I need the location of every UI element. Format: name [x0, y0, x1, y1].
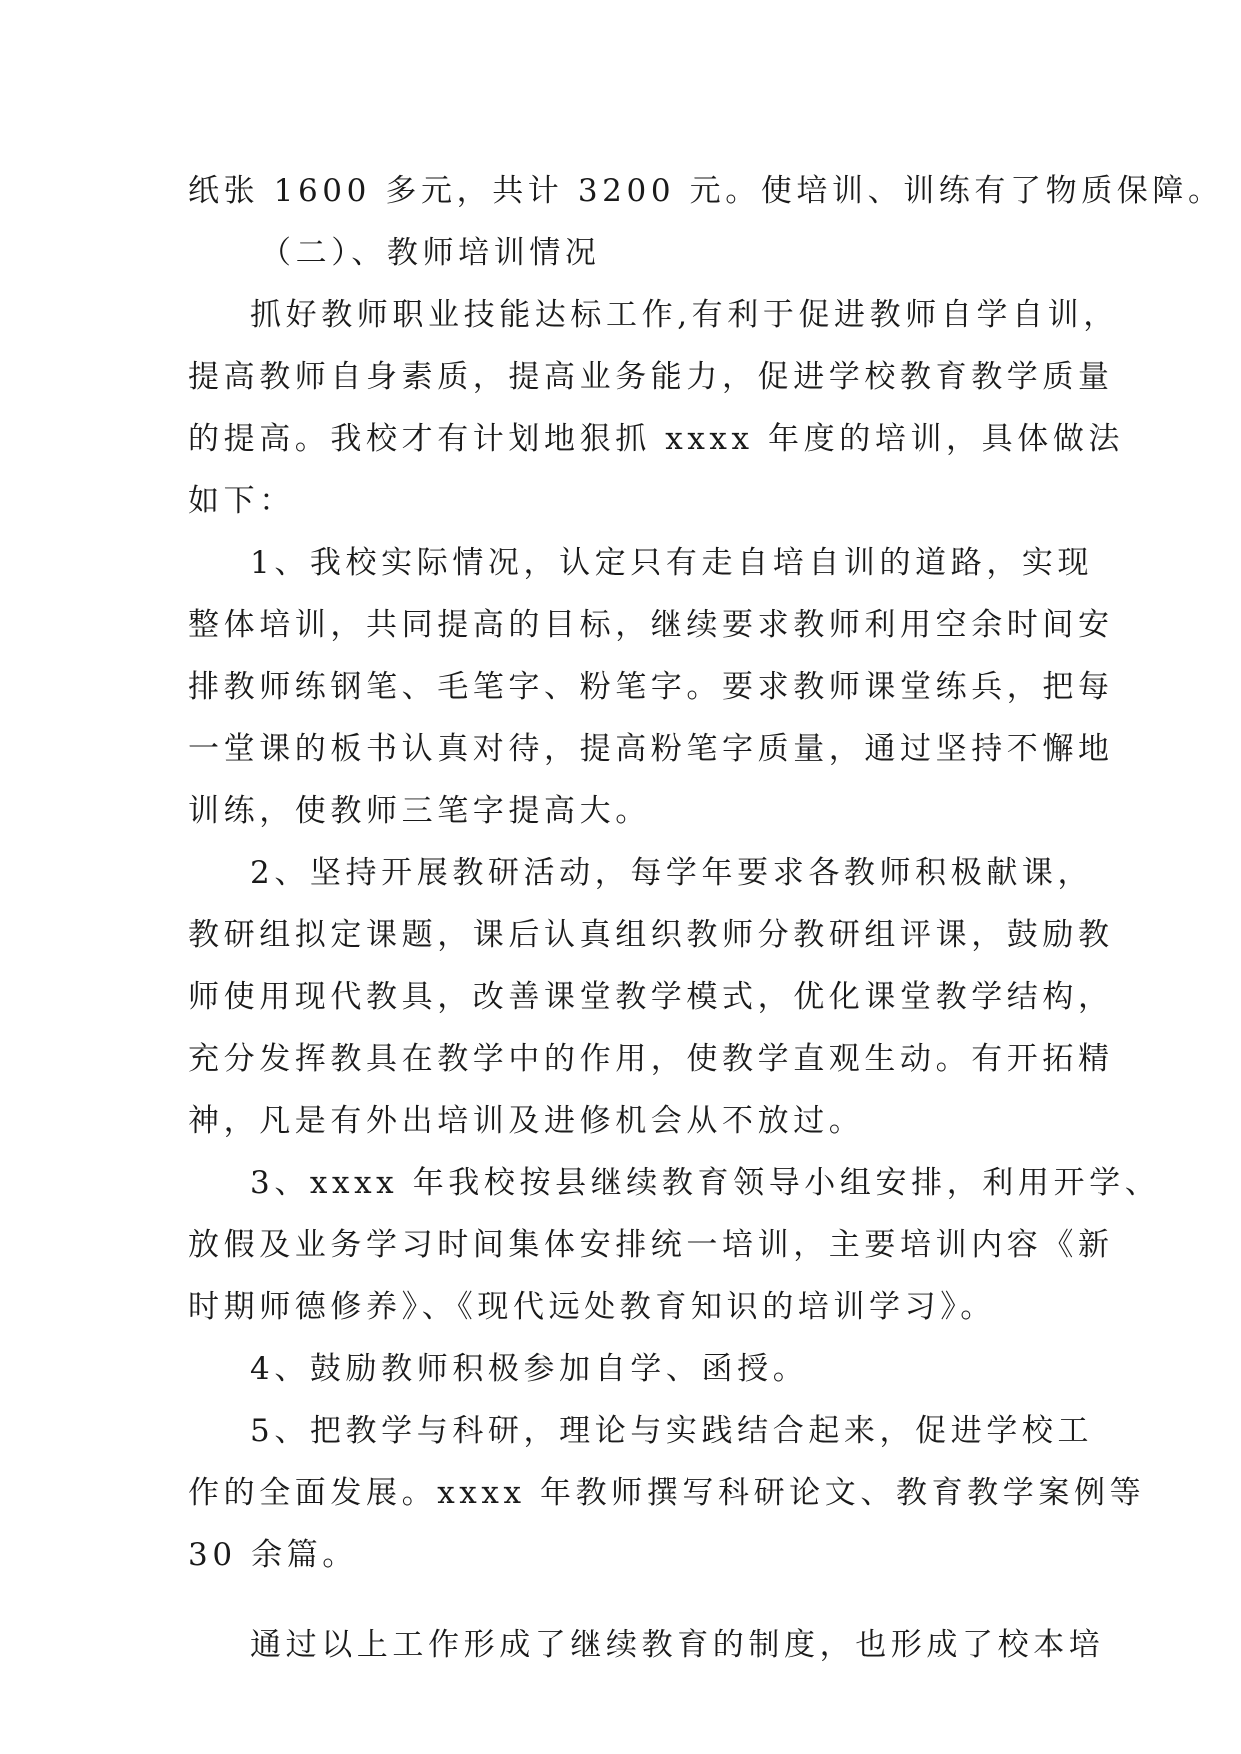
text-line: 通过以上工作形成了继续教育的制度，也形成了校本培 — [250, 1627, 1105, 1663]
text-line: 的提高。我校才有计划地狠抓 xxxx 年度的培训，具体做法 — [188, 421, 1125, 457]
text-line: 放假及业务学习时间集体安排统一培训，主要培训内容《新 — [188, 1227, 1114, 1263]
text-line: 3、xxxx 年我校按县继续教育领导小组安排，利用开学、 — [250, 1165, 1161, 1201]
text-line: 5、把教学与科研，理论与实践结合起来，促进学校工 — [250, 1413, 1094, 1449]
text-line: 抓好教师职业技能达标工作,有利于促进教师自学自训， — [250, 297, 1119, 333]
section-heading: （二）、教师培训情况 — [260, 235, 601, 271]
text-line: 神，凡是有外出培训及进修机会从不放过。 — [188, 1103, 865, 1139]
text-line: 训练，使教师三笔字提高大。 — [188, 793, 651, 829]
text-line: 提高教师自身素质，提高业务能力，促进学校教育教学质量 — [188, 359, 1114, 395]
text-line: 整体培训，共同提高的目标，继续要求教师利用空余时间安 — [188, 607, 1114, 643]
text-line: 纸张 1600 多元，共计 3200 元。使培训、训练有了物质保障。 — [188, 173, 1224, 209]
text-line: 4、鼓励教师积极参加自学、函授。 — [250, 1351, 809, 1387]
text-line: 充分发挥教具在教学中的作用，使教学直观生动。有开拓精 — [188, 1041, 1114, 1077]
document-body — [188, 160, 1224, 1676]
text-line: 师使用现代教具，改善课堂教学模式，优化课堂教学结构， — [188, 979, 1114, 1015]
text-line: 一堂课的板书认真对待，提高粉笔字质量，通过坚持不懈地 — [188, 731, 1114, 767]
text-line: 排教师练钢笔、毛笔字、粉笔字。要求教师课堂练兵，把每 — [188, 669, 1114, 705]
text-line: 1、我校实际情况，认定只有走自培自训的道路，实现 — [250, 545, 1094, 581]
paragraph-gap — [188, 1586, 1068, 1614]
text-line: 作的全面发展。xxxx 年教师撰写科研论文、教育教学案例等 — [188, 1475, 1146, 1511]
text-line: 2、坚持开展教研活动，每学年要求各教师积极献课， — [250, 855, 1094, 891]
text-line: 如下： — [188, 483, 295, 519]
text-line: 教研组拟定课题，课后认真组织教师分教研组评课，鼓励教 — [188, 917, 1114, 953]
text-line: 30 余篇。 — [188, 1537, 358, 1573]
text-line: 时期师德修养》、《现代远处教育知识的培训学习》。 — [188, 1289, 996, 1325]
